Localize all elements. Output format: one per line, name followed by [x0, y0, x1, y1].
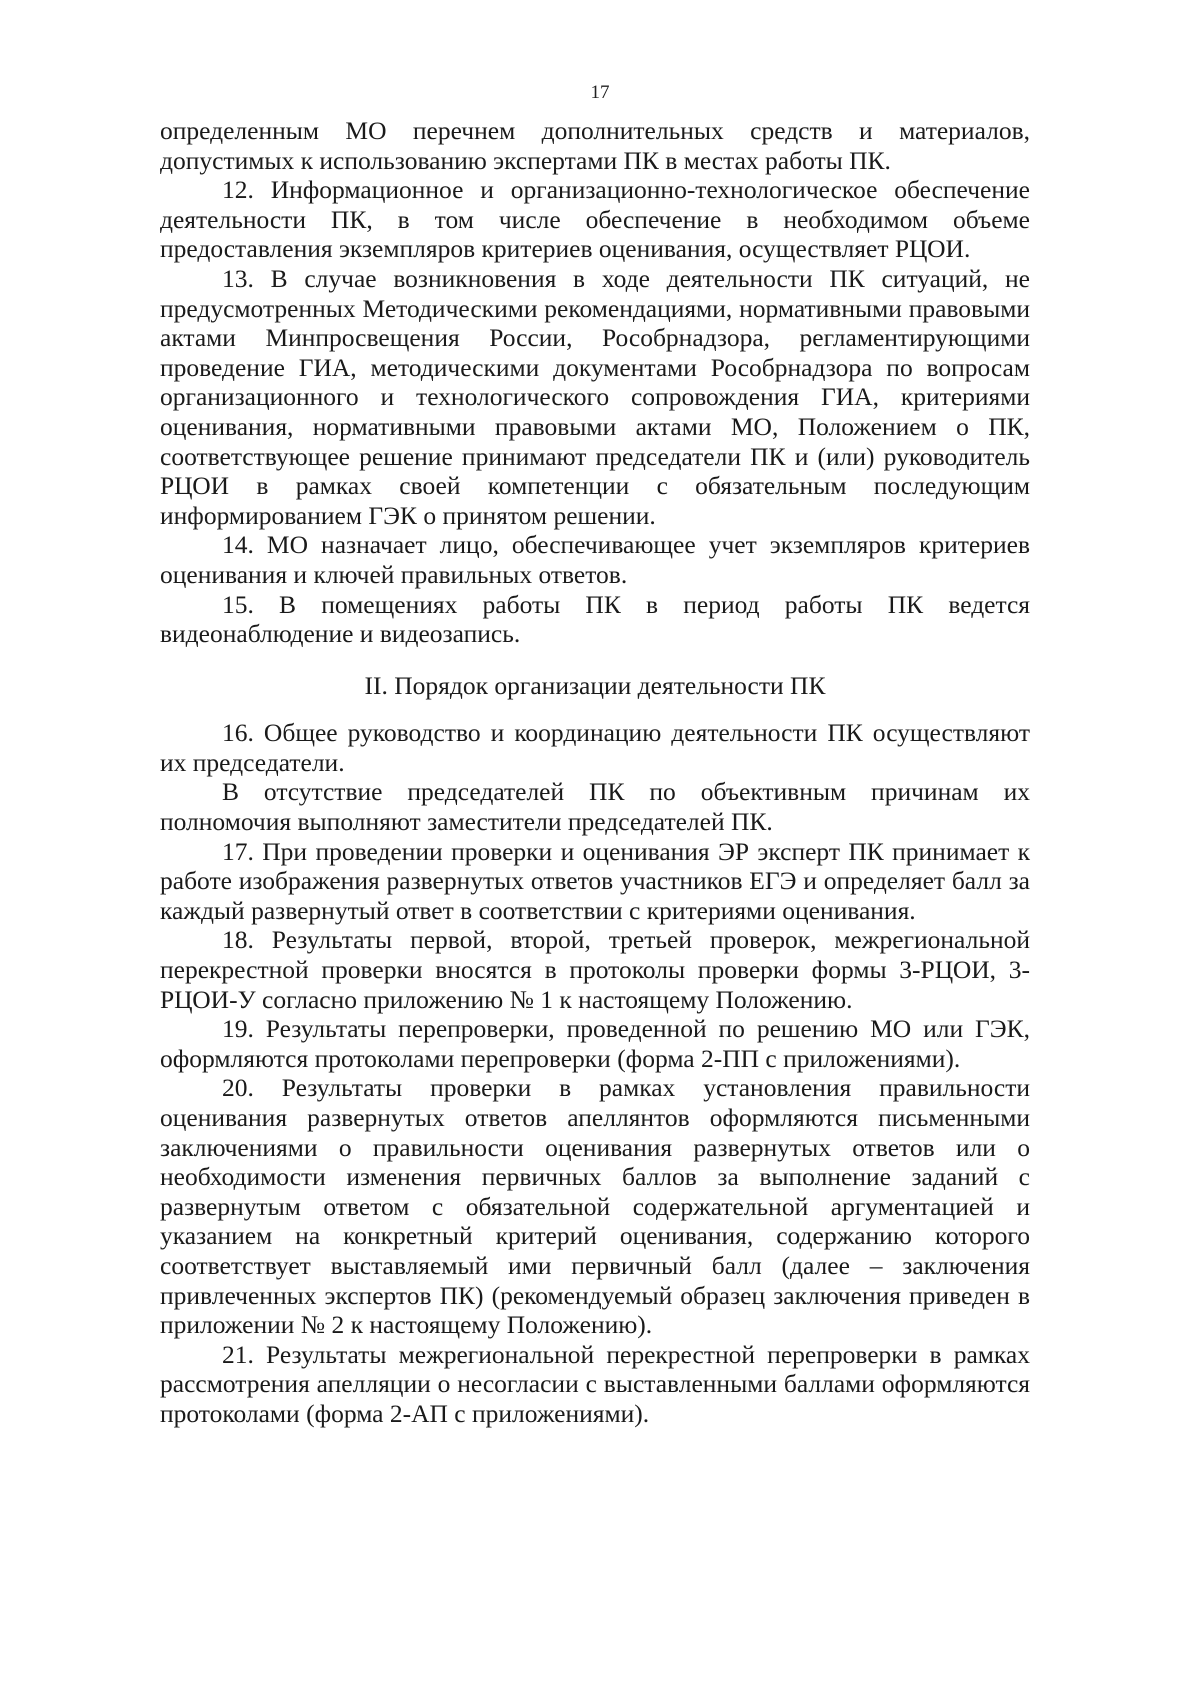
- paragraph-15: 15. В помещениях работы ПК в период работы ПК ведется видеонаблюдение и видеозапись.: [160, 589, 1030, 649]
- section-heading: II. Порядок организации деятельности ПК: [364, 670, 826, 700]
- document-body: [160, 116, 1030, 1429]
- page-number: 17: [590, 82, 610, 103]
- paragraph-20: 20. Результаты проверки в рамках установления правильности оценивания развернутых ответов апеллянтов оформляются письменными заключениями о правильности оценивания развернутых ответов или о необходимости изменения первичных баллов за выполнение заданий с развернутым ответом с обязательной содержательной аргументацией и указанием на конкретный критерий оценивания, содержанию которого соответствует выставляемый ими первичный балл (далее – заключения привлеченных экспертов ПК) (рекомендуемый образец заключения приведен в приложении № 2 к настоящему Положению).: [160, 1073, 1030, 1340]
- paragraph-16-cont: В отсутствие председателей ПК по объективным причинам их полномочия выполняют заместители председателей ПК.: [160, 777, 1030, 837]
- paragraph-13: 13. В случае возникновения в ходе деятельности ПК ситуаций, не предусмотренных Методическими рекомендациями, нормативными правовыми актами Минпросвещения России, Рособрнадзора, регламентирующими проведение ГИА, методическими документами Рособрнадзора по вопросам организационного и технологического сопровождения ГИА, критериями оценивания, нормативными правовыми актами МО, Положением о ПК, соответствующее решение принимают председатели ПК и (или) руководитель РЦОИ в рамках своей компетенции с обязательным последующим информированием ГЭК о принятом решении.: [160, 263, 1030, 530]
- paragraph-continuation: определенным МО перечнем дополнительных средств и материалов, допустимых к использованию экспертами ПК в местах работы ПК.: [160, 116, 1030, 175]
- paragraph-12: 12. Информационное и организационно-технологическое обеспечение деятельности ПК, в том числе обеспечение в необходимом объеме предоставления экземпляров критериев оценивания, осуществляет РЦОИ.: [160, 175, 1030, 264]
- paragraph-16: 16. Общее руководство и координацию деятельности ПК осуществляют их председатели.: [160, 718, 1030, 777]
- paragraph-17: 17. При проведении проверки и оценивания ЭР эксперт ПК принимает к работе изображения развернутых ответов участников ЕГЭ и определяет балл за каждый развернутый ответ в соответствии с критериями оценивания.: [160, 836, 1030, 925]
- paragraph-14: 14. МО назначает лицо, обеспечивающее учет экземпляров критериев оценивания и ключей правильных ответов.: [160, 530, 1030, 589]
- paragraph-18: 18. Результаты первой, второй, третьей проверок, межрегиональной перекрестной проверки вносятся в протоколы проверки формы 3-РЦОИ, 3-РЦОИ-У согласно приложению № 1 к настоящему Положению.: [160, 925, 1030, 1014]
- paragraph-21: 21. Результаты межрегиональной перекрестной перепроверки в рамках рассмотрения апелляции о несогласии с выставленными баллами оформляются протоколами (форма 2-АП с приложениями).: [160, 1339, 1030, 1428]
- paragraph-19: 19. Результаты перепроверки, проведенной по решению МО или ГЭК, оформляются протоколами перепроверки (форма 2-ПП с приложениями).: [160, 1014, 1030, 1073]
